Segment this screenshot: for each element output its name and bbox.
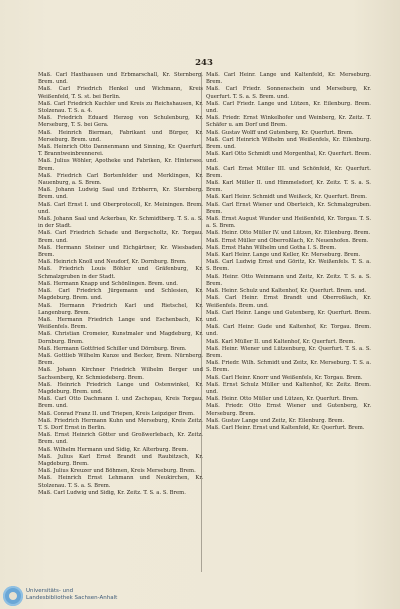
list-entry: Maß. Carl Heinr. Lange und Kaltenfeld, Kr. Merseburg. Brem.	[206, 72, 371, 86]
library-logo-icon	[3, 586, 23, 606]
list-entry: Maß. Julius Kreuzer und Böhmen, Kreis Merseburg. Brem.	[38, 468, 196, 475]
list-entry: Maß. Ernst August Wunder und Heißenfeld, Kr. Torgau. T. S. a. S. Brem.	[206, 216, 371, 230]
list-entry: Maß. Carl Friedrich Kuchler und Kreis zu Reichshausen, Kr. Stolzenau. T. S. a. 4.	[38, 100, 203, 115]
list-entry: Maß. Ernst Müller und Oberroßlach, Kr. Neuenhofen. Brem.	[206, 237, 369, 244]
list-entry: Maß. Johann Ludwig Saal und Erbherrn, Kr. Sternberg. Brem. und.	[38, 187, 203, 201]
list-entry: Maß. Friedrich Hermann Kuhn und Merseburg, Kreis Zeitz. T. S. Dorf Ernst in Berlin.	[38, 417, 203, 431]
list-entry: Maß. Friedrich Louis Böhler und Gräfenburg, Kr. Schmalzgruben in der Stadt.	[38, 266, 203, 280]
list-entry: Maß. Julius Karl Ernst Brandt und Raubitzsch, Kr. Magdeburg. Brem.	[38, 453, 203, 467]
list-entry: Maß. Heinr. Schulz und Kaltenhof, Kr. Querfurt. Brem. und.	[206, 288, 367, 295]
list-entry: Maß. Ernst Heinrich Götter und Großwerlebach, Kr. Zeitz. Brem. und.	[38, 432, 203, 446]
library-name	[26, 588, 117, 602]
list-entry: Maß. Friedr. Ernst Winkelhofer und Weinberg, Kr. Zeitz. T. Schäfer u. am Dorf und Brem.	[206, 115, 371, 129]
list-entry: Maß. Hermann Friedrich Karl und Rietschel, Kr. Langenburg. Brem.	[38, 302, 203, 316]
list-entry: Maß. Gustav Wolff und Gutenberg, Kr. Querfurt. Brem.	[206, 129, 354, 136]
list-entry: Maß. Karl Heinr. Lange und Keller, Kr. Merseburg. Brem.	[206, 252, 361, 259]
list-entry: Maß. Christian Cromeier, Kunstmaler und Magdeburg, Kr. Dornburg. Brem.	[38, 331, 203, 345]
list-entry: Maß. Hermann Friedrich Lange und Eschenbach, Kr. Weißenfels. Brem.	[38, 316, 203, 331]
list-entry: Maß. Carl Friedrich Henkel und Wichmann, Kreis Weißenfeld, T. S. st. bei Berlin.	[38, 86, 203, 100]
list-entry: Maß. Carl Heinrich Wilhelm und Weißenfels, Kr. Eilenburg. Brem. und.	[206, 136, 371, 151]
library-name-line-1: Universitäts- und	[26, 588, 74, 594]
list-entry: Maß. Johann Kirchner Friedrich Wilhelm Berger und Sachsenberg, Kr. Schmiedeberg. Brem.	[38, 367, 203, 381]
list-entry: Maß. Gottlieb Wilhelm Kunze und Becker, Brem. Nürnberg. Brem.	[38, 352, 203, 367]
list-entry: Maß. Friedrich Eduard Herzog von Schulenburg, Kr. Merseburg, T. S. bei Gera.	[38, 115, 203, 129]
list-entry: Maß. Heinrich Otto Dannenmann und Sinning, Kr. Querfurt. T. Branntweinbrennerei.	[38, 144, 203, 158]
list-entry: Maß. Hermann Steiner und Eichgärtner, Kr. Wiesbaden. Brem.	[38, 244, 203, 259]
list-entry: Maß. Heinrich Bierman, Fabrikant und Bürger, Kr. Merseburg. Brem. und.	[38, 129, 203, 143]
list-entry: Maß. Heinr. Otto Müller und Lützen, Kr. Querfurt. Brem.	[206, 396, 359, 403]
left-column	[38, 72, 203, 497]
list-entry: Maß. Heinrich Friedrich Lange und Ostenwinkel, Kr. Magdeburg. Brem. und.	[38, 381, 203, 395]
page-number: 243	[195, 58, 213, 68]
list-entry: Maß. Karl Otto Schmidt und Morgenthal, Kr. Querfurt. Brem. und.	[206, 151, 372, 165]
list-entry: Maß. Karl Müller II. und Kaltenhof, Kr. Querfurt. Brem.	[206, 338, 356, 345]
list-entry: Maß. Heinrich Ernst Lehmann und Neukirchen, Kr. Stolzenau. T. S. a. S. Brem.	[38, 475, 203, 489]
list-entry: Maß. Carl Haxthausen und Erbmarschall, Kr. Sternberg. Brem. und.	[38, 72, 203, 86]
list-entry: Maß. Friedrich Carl Bortenfelder und Merklingen, Kr. Nauenburg, a. S. Brem.	[38, 172, 203, 187]
library-name-line-2: Landesbibliothek Sachsen-Anhalt	[26, 595, 118, 601]
list-entry: Maß. Karl Heinr. Schmidt und Weißeck, Kr. Querfurt. Brem.	[206, 194, 367, 201]
list-entry: Maß. Carl Ernst Wiener und Oberteich, Kr. Schmalzgruben. Brem.	[206, 201, 371, 215]
list-entry: Maß. Carl Ludwig und Sidig, Kr. Zeitz. T. S. a. S. Brem.	[38, 489, 186, 496]
list-entry: Maß. Carl Ernst Müller III. und Schönfeld, Kr. Querfurt. Brem.	[206, 165, 371, 179]
list-entry: Maß. Carl Friedrich Schade und Bergscholtz, Kr. Torgau. Brem. und.	[38, 230, 203, 244]
list-entry: Maß. Wilhelm Hermann und Sidig, Kr. Alterburg. Brem.	[38, 446, 189, 453]
list-entry: Maß. Ernst Hahn Wilhelm und Gotha I. S. Brem.	[206, 244, 337, 251]
list-entry: Maß. Carl Heinr. Knorr und Weißenfels, Kr. Torgau. Brem.	[206, 374, 363, 381]
list-entry: Maß. Carl Heinr. Gude und Kaltenhof, Kr. Torgau. Brem. und.	[206, 324, 371, 338]
list-entry: Maß. Friedr. Wilh. Schmidt und Zeitz, Kr. Merseburg. T. S. a. S. Brem.	[206, 360, 371, 374]
list-entry: Maß. Karl Müller II. und Himmelsdorf, Kr. Zeitz. T. S. a. S. Brem.	[206, 180, 371, 194]
list-entry: Maß. Heinrich Knoll und Neudorf, Kr. Dornburg. Brem.	[38, 259, 187, 266]
list-entry: Maß. Carl Heinr. Lange und Gutenberg, Kr. Querfurt. Brem. und.	[206, 309, 371, 323]
list-entry: Maß. Julius Wöhler, Apotheke und Fabriken, Kr. Hintersee. Brem.	[38, 158, 203, 172]
list-entry: Maß. Ernst Schulz Müller und Kaltenhof, Kr. Zeitz. Brem. und.	[206, 381, 371, 395]
list-entry: Maß. Carl Ernst I. und Oberprotocoll, Kr. Meiningen. Brem. und.	[38, 201, 203, 215]
list-entry: Maß. Carl Heinr. Ernst und Kaltenfeld, Kr. Querfurt. Brem.	[206, 424, 365, 431]
list-entry: Maß. Heinr. Otto Weinmann und Zeitz, Kr. Zeitz. T. S. a. S. Brem.	[206, 273, 371, 287]
list-entry: Maß. Hermann Gottfried Schiller und Dörnburg. Brem.	[38, 345, 187, 352]
list-entry: Maß. Heinr. Wiener und Lützenburg, Kr. Querfurt. T. S. a. S. Brem.	[206, 345, 371, 359]
list-entry: Maß. Heinr. Otto Müller IV. und Lützen, Kr. Eilenburg. Brem.	[206, 230, 371, 237]
list-entry: Maß. Conrad Franz II. und Triepen, Kreis Leipziger Brem.	[38, 410, 195, 417]
list-entry: Maß. Carl Friedrich Jürgemann und Schlesien, Kr. Magdeburg. Brem. und.	[38, 288, 203, 302]
list-entry: Maß. Gustav Lange und Zeitz, Kr. Eilenburg. Brem.	[206, 417, 345, 424]
library-footer	[0, 582, 180, 609]
list-entry: Maß. Friedr. Otto Ernst Wiener und Gutenberg, Kr. Merseburg. Brem.	[206, 403, 371, 417]
list-entry: Maß. Carl Friedr. Sonnenschein und Merseburg, Kr. Querfurt. T. S. a. S. Brem. und.	[206, 86, 371, 100]
list-entry: Maß. Hermann Knapp und Schönlingen. Brem. und.	[38, 280, 178, 287]
right-column	[206, 72, 371, 432]
list-entry: Maß. Carl Ludwig Ernst und Göritz, Kr. Weißenfels. T. S. a. S. Brem.	[206, 259, 371, 273]
column-divider	[201, 72, 202, 572]
list-entry: Maß. Carl Friedr. Lange und Lützen, Kr. Eilenburg. Brem. und.	[206, 100, 371, 115]
list-entry: Maß. Johann Saal und Ackerbau, Kr. Schmidtberg. T. S. a. S. in der Stadt.	[38, 216, 203, 230]
list-entry: Maß. Carl Heinr. Ernst Brandt und Oberroßlach, Kr. Weißenfels. Brem. und.	[206, 295, 371, 309]
list-entry: Maß. Carl Otto Dachmann I. und Zschopau, Kreis Torgau. Brem. und.	[38, 396, 203, 410]
